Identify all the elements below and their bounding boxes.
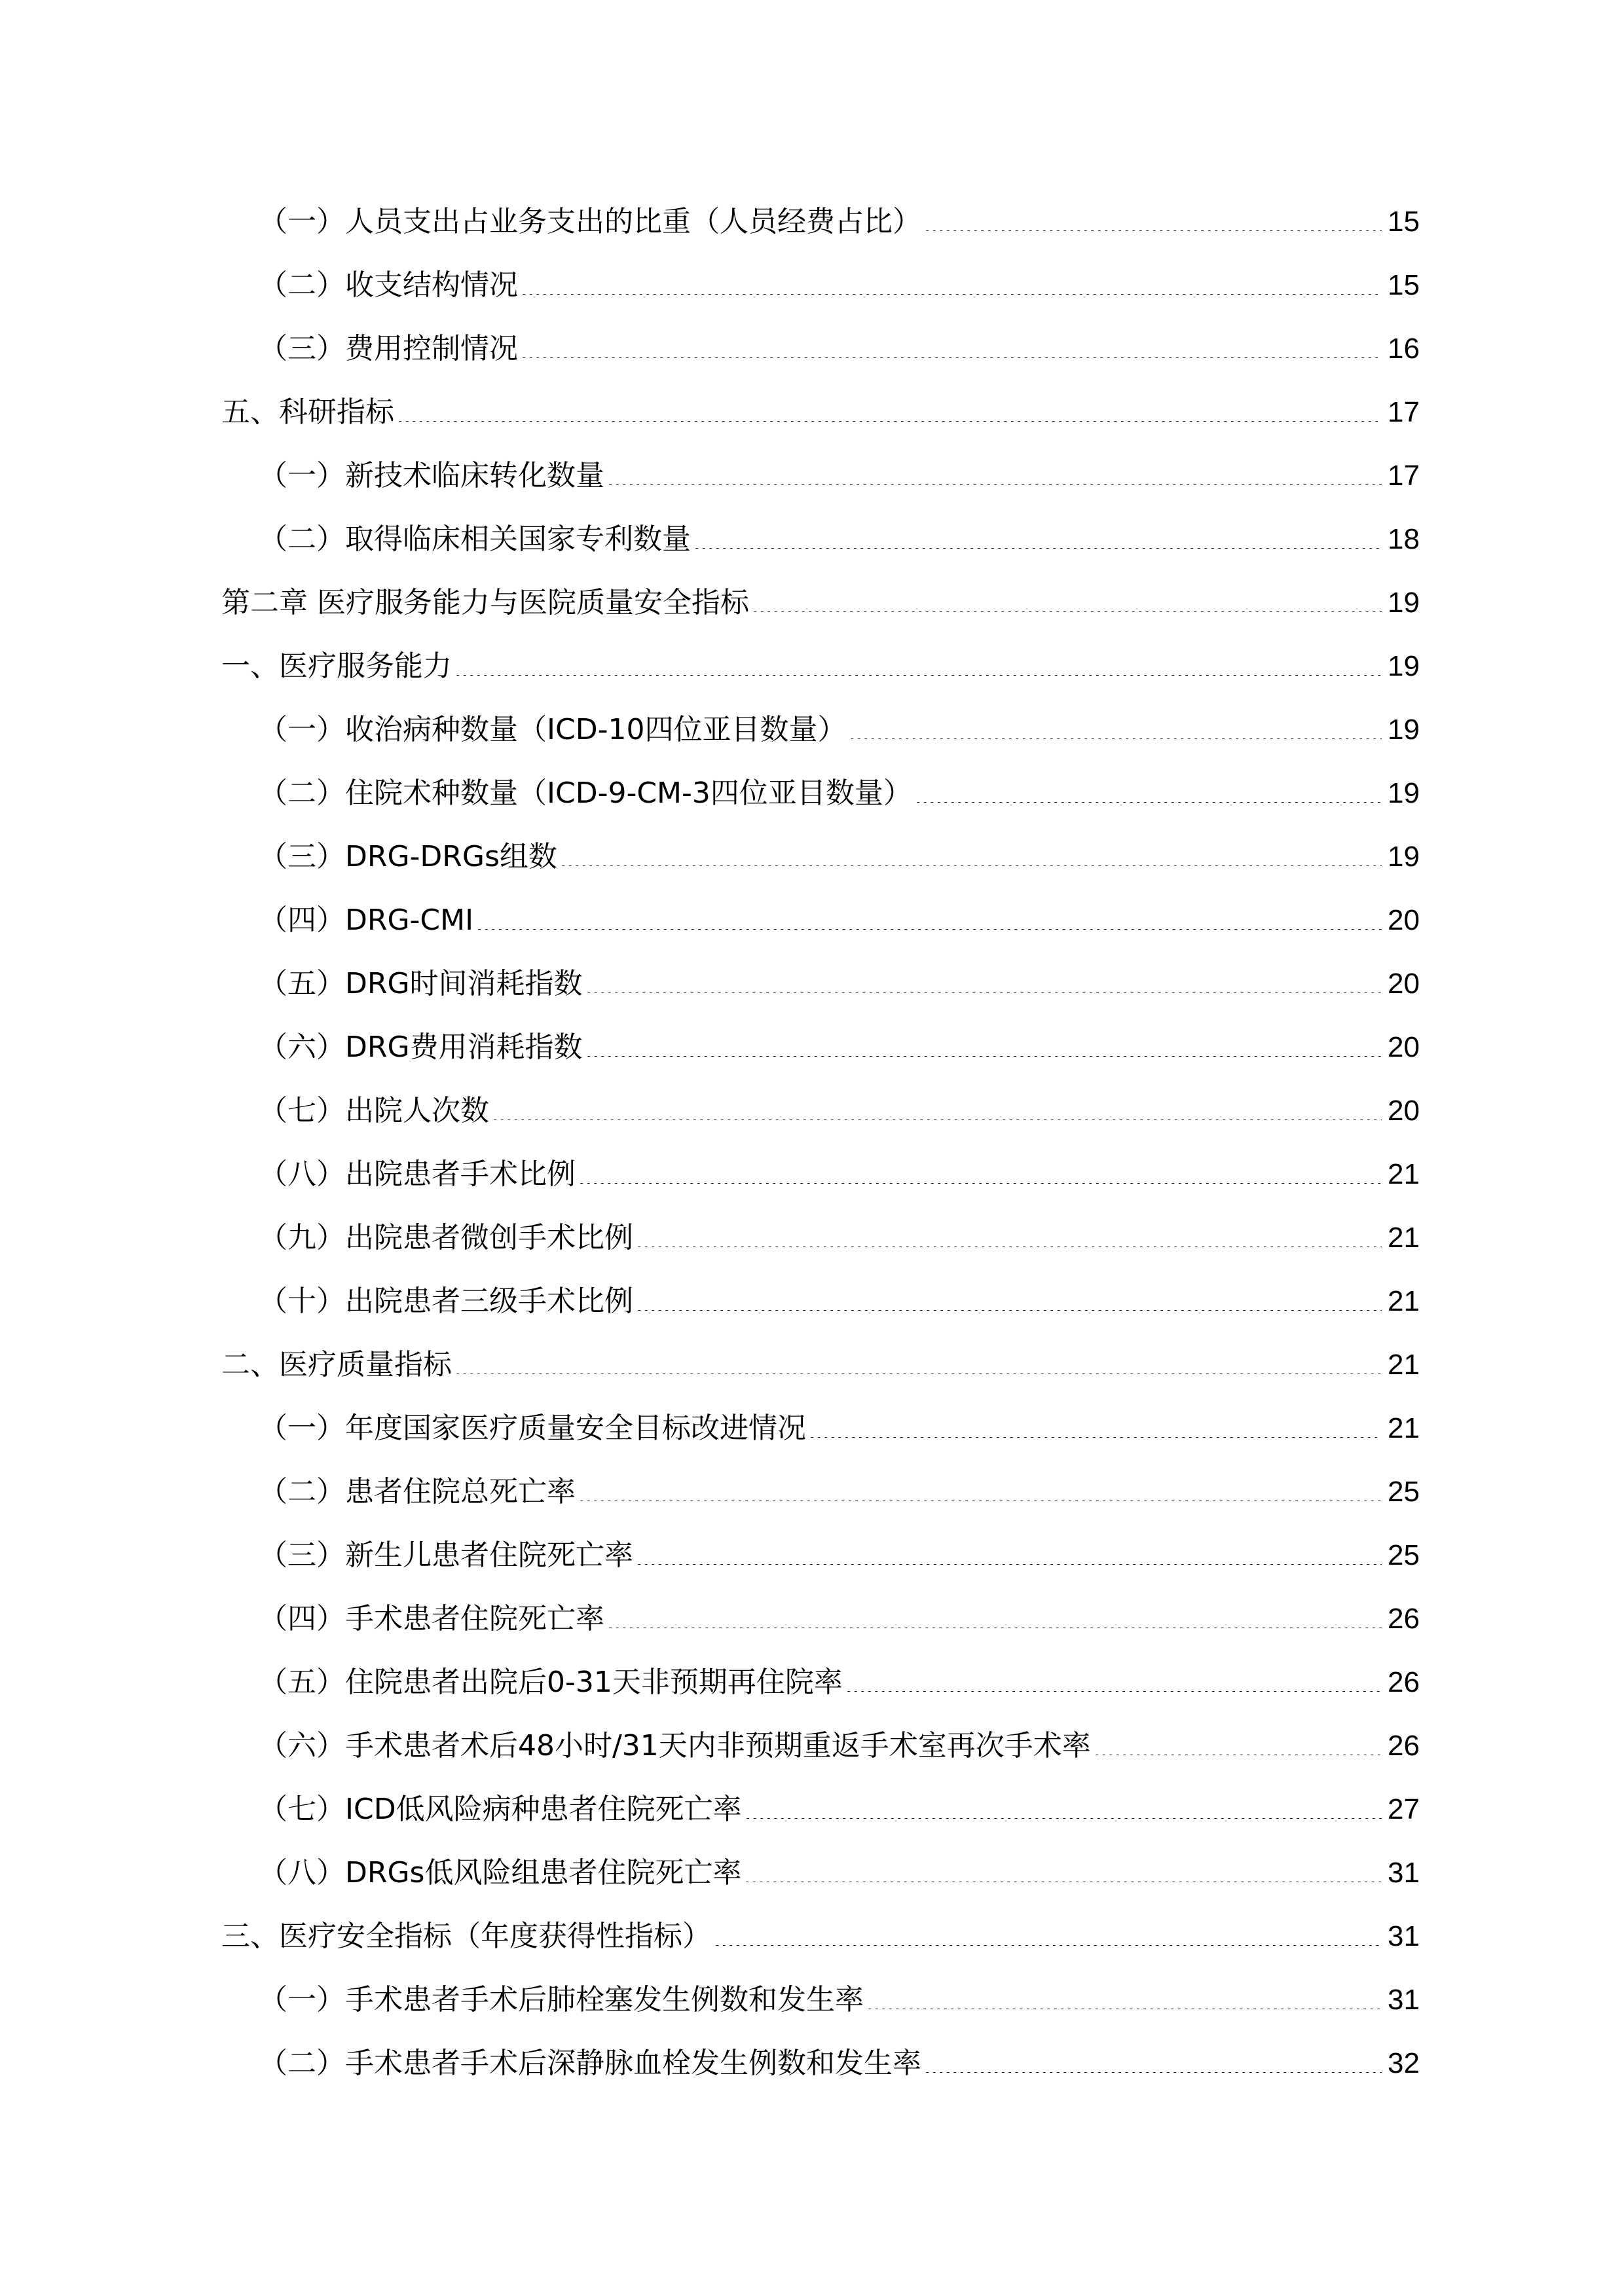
toc-page-number: 19 [1388, 714, 1420, 746]
toc-entry[interactable] [221, 253, 1420, 317]
toc-page-number: 18 [1388, 523, 1420, 555]
dot-leader [636, 1310, 1382, 1311]
toc-page-number: 20 [1388, 1095, 1420, 1127]
toc-page-number: 15 [1388, 269, 1420, 301]
dot-leader [578, 1183, 1382, 1184]
toc-entry[interactable] [221, 190, 1420, 253]
toc-entry-label: （四）DRG-CMI [259, 903, 474, 937]
dot-leader [714, 1945, 1382, 1946]
toc-entry[interactable] [221, 1841, 1420, 1904]
toc-entry[interactable] [221, 1650, 1420, 1714]
toc-entry-label: （四）手术患者住院死亡率 [259, 1602, 604, 1635]
toc-page-number: 26 [1388, 1730, 1420, 1762]
toc-entry-label: （二）住院术种数量（ICD-9-CM-3四位亚目数量） [259, 776, 912, 810]
toc-page-number: 19 [1388, 777, 1420, 809]
toc-page-number: 31 [1388, 1857, 1420, 1889]
toc-entry-label: （一）人员支出占业务支出的比重（人员经费占比） [259, 205, 921, 238]
toc-page-number: 25 [1388, 1539, 1420, 1571]
toc-page-number: 27 [1388, 1793, 1420, 1825]
toc-entry-label: 三、医疗安全指标（年度获得性指标） [221, 1920, 711, 1953]
dot-leader [521, 357, 1382, 358]
dot-leader [849, 738, 1382, 739]
dot-leader [915, 802, 1382, 803]
toc-entry[interactable] [221, 1587, 1420, 1650]
toc-page-number: 20 [1388, 968, 1420, 1000]
dot-leader [809, 1437, 1382, 1438]
dot-leader [476, 929, 1382, 930]
toc-page-number: 21 [1388, 1158, 1420, 1190]
toc-page-number: 31 [1388, 1920, 1420, 1952]
toc-entry[interactable] [221, 1015, 1420, 1079]
toc-entry-label: 二、医疗质量指标 [221, 1348, 452, 1381]
toc-page-number: 25 [1388, 1476, 1420, 1508]
toc-entry-label: （二）取得临床相关国家专利数量 [259, 522, 691, 556]
toc-entry-label: （一）年度国家医疗质量安全目标改进情况 [259, 1412, 806, 1445]
toc-entry[interactable] [221, 1333, 1420, 1396]
dot-leader [636, 1564, 1382, 1565]
toc-entry-label: （十）出院患者三级手术比例 [259, 1285, 633, 1318]
toc-page-number: 15 [1388, 206, 1420, 238]
toc-page-number: 16 [1388, 333, 1420, 365]
toc-entry-label: （六）DRG费用消耗指数 [259, 1030, 583, 1064]
toc-page-number: 21 [1388, 1412, 1420, 1444]
toc-entry[interactable] [221, 1142, 1420, 1206]
toc-entry[interactable] [221, 698, 1420, 761]
toc-entry[interactable] [221, 634, 1420, 698]
toc-entry[interactable] [221, 761, 1420, 825]
toc-entry[interactable] [221, 1714, 1420, 1777]
dot-leader [521, 294, 1382, 295]
toc-page-number: 32 [1388, 2047, 1420, 2079]
toc-entry-label: （二）手术患者手术后深静脉血栓发生例数和发生率 [259, 2047, 921, 2080]
toc-entry-label: （九）出院患者微创手术比例 [259, 1221, 633, 1254]
dot-leader [752, 611, 1382, 612]
toc-entry[interactable] [221, 952, 1420, 1015]
toc-entry-label: （三）DRG-DRGs组数 [259, 840, 557, 873]
toc-entry-label: （八）出院患者手术比例 [259, 1157, 576, 1191]
toc-entry-label: （二）收支结构情况 [259, 268, 518, 302]
toc-page-number: 19 [1388, 587, 1420, 619]
toc-entry[interactable] [221, 507, 1420, 571]
toc-entry-label: （五）DRG时间消耗指数 [259, 967, 583, 1000]
dot-leader [693, 548, 1382, 549]
toc-entry-label: 五、科研指标 [221, 395, 394, 429]
toc-entry[interactable] [221, 444, 1420, 507]
dot-leader [924, 230, 1382, 231]
toc-entry[interactable] [221, 1968, 1420, 2032]
toc-entry-label: （一）手术患者手术后肺栓塞发生例数和发生率 [259, 1983, 864, 2016]
toc-page-number: 21 [1388, 1285, 1420, 1317]
toc-entry-label: （七）出院人次数 [259, 1094, 489, 1127]
toc-entry-label: （三）新生儿患者住院死亡率 [259, 1539, 633, 1572]
toc-entry-label: （三）费用控制情况 [259, 332, 518, 365]
toc-page-number: 26 [1388, 1666, 1420, 1698]
toc-entry[interactable] [221, 1206, 1420, 1269]
toc-page-number: 26 [1388, 1603, 1420, 1635]
toc-entry-label: （五）住院患者出院后0-31天非预期再住院率 [259, 1666, 843, 1699]
toc-entry-label: 第二章 医疗服务能力与医院质量安全指标 [221, 586, 749, 619]
toc-page-number: 21 [1388, 1222, 1420, 1254]
toc-entry-label: （一）新技术临床转化数量 [259, 459, 604, 492]
toc-entry[interactable] [221, 1269, 1420, 1333]
toc-page-number: 21 [1388, 1349, 1420, 1381]
toc-entry[interactable] [221, 825, 1420, 888]
toc-entry[interactable] [221, 888, 1420, 952]
dot-leader [845, 1691, 1382, 1692]
toc-page-number: 19 [1388, 841, 1420, 873]
toc-entry-label: （一）收治病种数量（ICD-10四位亚目数量） [259, 713, 847, 746]
toc-page-number: 17 [1388, 396, 1420, 428]
toc-entry-label: （二）患者住院总死亡率 [259, 1475, 576, 1508]
toc-entry-label: （八）DRGs低风险组患者住院死亡率 [259, 1856, 742, 1889]
dot-leader [924, 2072, 1382, 2073]
toc-page-number: 19 [1388, 650, 1420, 682]
toc-page-number: 20 [1388, 1031, 1420, 1063]
toc-entry[interactable] [221, 1904, 1420, 1968]
toc-page-number: 20 [1388, 904, 1420, 936]
dot-leader [585, 1056, 1382, 1057]
toc-entry[interactable] [221, 380, 1420, 444]
toc-entry[interactable] [221, 1079, 1420, 1142]
toc-entry-label: （七）ICD低风险病种患者住院死亡率 [259, 1793, 742, 1826]
dot-leader [454, 675, 1382, 676]
toc-entry[interactable] [221, 571, 1420, 634]
toc-entry[interactable] [221, 317, 1420, 380]
dot-leader [607, 484, 1382, 485]
toc-entry[interactable] [221, 2032, 1420, 2095]
dot-leader [397, 421, 1382, 422]
dot-leader [745, 1818, 1382, 1819]
toc-page-number: 17 [1388, 460, 1420, 492]
toc-entry[interactable] [221, 1396, 1420, 1460]
toc-entry-label: （六）手术患者术后48小时/31天内非预期重返手术室再次手术率 [259, 1729, 1091, 1762]
toc-entry-label: 一、医疗服务能力 [221, 649, 452, 683]
table-of-contents [221, 190, 1420, 2095]
toc-entry[interactable] [221, 1523, 1420, 1587]
toc-entry[interactable] [221, 1777, 1420, 1841]
toc-page-number: 31 [1388, 1984, 1420, 2016]
toc-entry[interactable] [221, 1460, 1420, 1523]
